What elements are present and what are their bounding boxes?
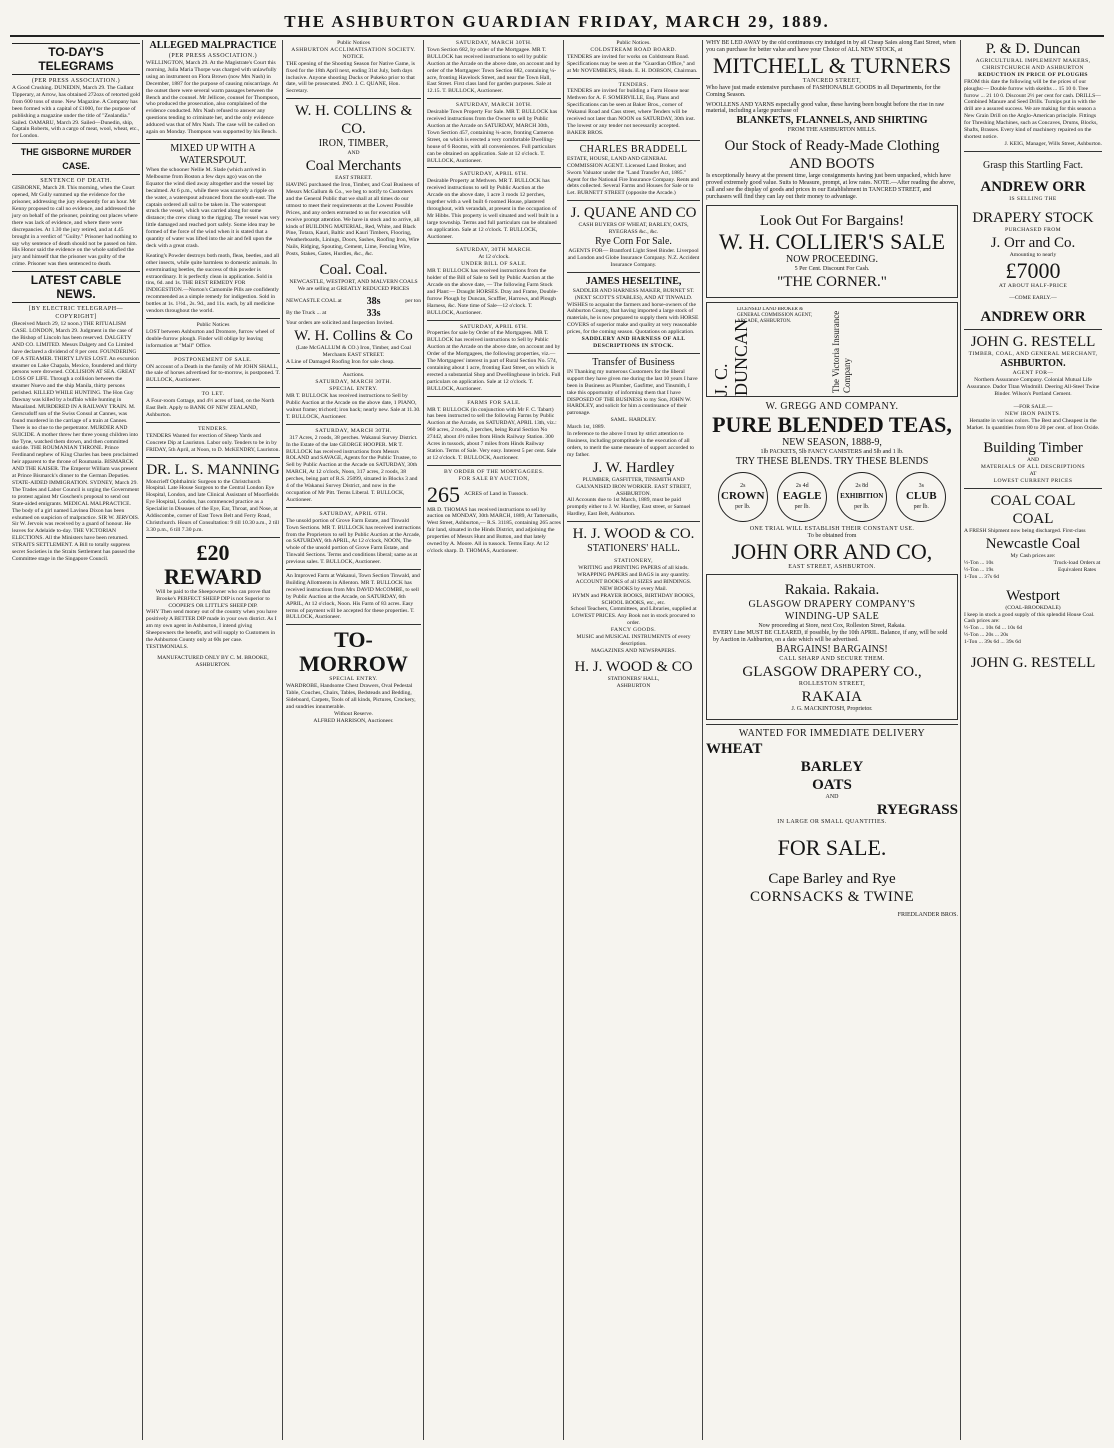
advert-heading: DRAPERY STOCK — [972, 209, 1094, 226]
advert-heading: W. GREGG AND COMPANY. — [765, 400, 899, 412]
advert-heading: ANDREW ORR — [980, 309, 1086, 326]
advert-heading: BARLEY — [800, 758, 864, 775]
advert-heading: Westport — [1006, 587, 1060, 604]
notice-text: A Four-room Cottage, and 4½ acres of land, on the North East Belt. Apply to BANK OF NEW ZEALAND, Ashburton. — [146, 398, 275, 418]
advert-heading: JOHN ORR AND CO, — [731, 538, 933, 564]
divider — [706, 724, 958, 725]
advert-text: CALL SHARP AND SECURE THEM. — [779, 656, 885, 663]
auction-text: Desirable Town Property For Sale. MR T. BULLOCK has received instructions from the Owner to sell by Public Auction at the Arcade on SATURDAY, MARCH 30th, Town Section 457, containing ¼-acre, fronting Cameron Street, on which is erected a very comfortable Dwelling-house of 6 Rooms, with all conveniences. Full particulars can be obtained on application. Sale at 12 o'clock. T. BULLOCK, Auctioneer. — [427, 109, 558, 164]
advert-subheading: TRY THESE BLENDS. TRY THESE BLENDS — [735, 455, 929, 467]
advert-heading: J. C. DUNCAN — [711, 318, 751, 396]
advert-heading: W. H. COLLIER'S SALE — [718, 228, 946, 254]
price-row: 1-Ton ... 39s 6d ... 39s 6d — [964, 639, 1021, 646]
advert-text: AGENTS FOR— Brantford Light Steel Binder. Liverpool and London and Globe Insurance Company. N.Z. Accident Insurance Company. — [567, 248, 700, 268]
advert-text: NEW BOOKS by every Mail. — [599, 585, 668, 592]
notice-heading: POSTPONEMENT OF SALE. — [174, 356, 252, 363]
auction-subheading: SPECIAL ENTRY. — [329, 386, 378, 393]
advert-heading: Building Timber — [983, 440, 1083, 457]
advert-subheading: STATIONERS' HALL, — [607, 675, 660, 682]
divider — [427, 320, 561, 321]
notice-text: TENDERS are invited for building a Farm House near Methven for A. F. SOMERVILLE, Esq. Plans and Specifications can be seen at Baker Bros., corner of Wakanui Road and Cass street, where Tenders will be received not later than NOON on SATURDAY, 30th inst. The lowest or any tender not necessarily accepted. BAKER BROS. — [567, 88, 696, 136]
section-heading: LATEST CABLE NEWS. — [12, 271, 140, 303]
auction-subheading: 317 Acres, 2 roods, 38 perches. Wakanui Survey District. — [289, 434, 418, 441]
advert-heading: J. W. Hardley — [592, 459, 675, 476]
auction-date: SATURDAY, MARCH 30TH. — [455, 102, 533, 109]
advert-subheading: NEWCASTLE, WESTPORT, AND MALVERN COALS — [289, 279, 418, 286]
advert-subheading: (COAL-BROOKDALE) — [1005, 604, 1061, 611]
advert-subheading: ASHBURTON. — [1000, 358, 1066, 370]
advert-subheading: WINDING-UP SALE — [784, 611, 880, 623]
advert-heading: JOHN G. RESTELL — [970, 655, 1096, 672]
column-4 — [425, 40, 563, 1440]
advert-subheading: NEW IRON PAINTS. — [1005, 410, 1061, 417]
divider — [286, 368, 421, 369]
notice-subheading: NOTICE. — [342, 53, 365, 60]
advert-subheading: EAST STREET. — [335, 175, 372, 182]
advert-text: To be obtained from — [807, 532, 857, 539]
divider — [146, 139, 280, 140]
price-unit: per ton — [405, 298, 421, 305]
auction-heading: FARMS FOR SALE. — [467, 399, 521, 406]
section-subheading: SENTENCE OF DEATH. — [40, 178, 112, 185]
divider — [964, 151, 1102, 152]
advert-amount: £7000 — [1005, 257, 1061, 283]
divider — [286, 424, 421, 425]
column-2 — [144, 40, 282, 1440]
advert-subheading: CASH BUYERS OF WHEAT, BARLEY, OATS, RYEGRASS &c., &c. — [578, 222, 689, 236]
advert-heading: The Victoria Insurance Company — [831, 310, 852, 393]
auction-text: The unsold portion of Grove Farm Estate, and Tinwald Town Sections. MR T. BULLOCK has received instructions from the Proprietors to sell by Public Auction at the Arcade, on SATURDAY, 6th APRIL, At 12 o'clock, NOON, The whole of the unsold portion of Grove Farm Estate, and Tinwald Sections. Terms and conditions liberal; same as at previous sales. T. BULLOCK, Auctioneer. — [286, 517, 421, 566]
advert-signature: J. KEIG, Manager, Wills Street, Ashburton. — [1004, 140, 1102, 147]
advert-text: WHY Then send money out of the country when you have positively A BETTER DIP made in your own district. As I am my own agent in Ashburton, I intend giving Sheepowners the benefit, and will supply to Customers in the Ashburton County only at 60s per case. TESTIMONIALS. — [146, 609, 277, 650]
auction-text: MR T. BULLOCK has received instructions from the holder of the Bill of Sale to Sell by Public Auction at the Arcade on the above date, — The following Farm Stock and Plant:— Draught HORSES. Dray and Frame, Double-furrow Plough by Duncan, Scuffler, Harrows, and Plough Harness, &c. Note time of Sale—12 o'clock. T. BULLOCK, Auctioneer. — [427, 268, 558, 316]
advert-footer: MANUFACTURED ONLY BY C. M. BROOKE, ASHBURTON. — [157, 654, 269, 668]
notice-date: March 1st, 1889. — [567, 424, 605, 431]
advert-subheading: TANCRED STREET, — [802, 77, 862, 84]
section-subheading: [BY ELECTRIC TELEGRAPH—COPYRIGHT] — [28, 306, 124, 321]
advert-subheading: IS SELLING THE — [1009, 195, 1057, 202]
advert-heading: CORNSACKS & TWINE — [749, 888, 915, 905]
advert-text: Is exceptionally heavy at the present time, large consignments having just been unpacked, which have proved extremely good value. Suits to Measure, prompt, at low rates. NOTE.—After reading the above, call and see the display of goods and prices in our Establishment in TANCRED STREET, and purchasers will find they can lay out their money to advantage. — [706, 173, 956, 200]
advert-heading: W. H. COLLINS & CO. — [294, 103, 413, 138]
advert-subheading: AT ABOUT HALF-PRICE — [998, 282, 1068, 289]
advert-heading: FOR SALE. — [777, 834, 887, 860]
notice-text: ON account of a Death in the family of Mr JOHN SHALL, the sale of horses advertised for to-morrow, is postponed. T. BULLOCK, Auctioneer. — [146, 363, 280, 384]
advert-heading: GLASGOW DRAPERY CO., — [742, 664, 922, 681]
divider — [146, 387, 280, 388]
advert-text: In reference to the above I trust by strict attention to Business, including promptitude in the execution of all orders, to merit the same measure of support accorded to my father. — [567, 431, 695, 458]
divider — [427, 465, 561, 466]
column-rule — [282, 40, 283, 1440]
auction-subheading: UNDER BILL OF SALE. — [461, 261, 527, 268]
advert-text: HYMN and PRAYER BOOKS, BIRTHDAY BOOKS, SCHOOL BOOKS, etc., etc. — [572, 592, 695, 606]
advert-subheading: ASHBURTON — [616, 682, 651, 689]
advert-text: WOOLLENS AND YARNS especially good value, these having been bought before the rise in raw material, including a large purchase of — [706, 101, 945, 115]
advert-text: WRAPPING PAPERS and BAGS in any quantity. — [577, 571, 690, 578]
advert-text: A FRESH Shipment now being discharged. First-class — [964, 528, 1086, 535]
advert-heading: OATS — [812, 776, 852, 793]
advert-text: I keep in stock a good supply of this splendid House Coal. Cash prices are: — [964, 611, 1095, 625]
advert-subheading: My Cash prices are: — [1010, 553, 1056, 559]
auction-date: SATURDAY, APRIL 6TH. — [459, 171, 529, 178]
advert-subheading: AGENT FOR— — [1012, 370, 1054, 377]
price-note: Truck-load Orders at Equivalent Rates — [1053, 559, 1101, 573]
advert-heading: RAKAIA — [801, 688, 863, 705]
advert-heading: P. & D. Duncan — [985, 41, 1081, 57]
price-list — [964, 560, 1048, 581]
price-value: 33s — [366, 307, 381, 319]
section-label: Public Notices. — [616, 40, 651, 46]
advert-subheading: IN LARGE OR SMALL QUANTITIES. — [777, 818, 887, 825]
divider — [567, 521, 700, 522]
notice-text: TENDERS Wanted for erection of Sheep Yards and Concrete Dip at Lauriston. Labor only. Tenders to be in by FRIDAY, 5th April, at Noon, to D. McKENDRY, Lauriston. — [146, 432, 280, 453]
advert-text: Hematite in various colors. The Best and Cheapest in the Market. In quantities from 80 to 20 per cent. of Iron Oxide. — [966, 417, 1100, 431]
advert-heading: J. Orr and Co. — [990, 234, 1076, 251]
masthead-rule — [10, 35, 1104, 37]
advert-subheading: NEW SEASON, 1888-9, — [782, 436, 882, 448]
advert-text: WISHES to acquaint the farmers and horse-owners of the Ashburton County, that having imported a large stock of materials, he is now prepared to supply them with HORSE COVERS of superior make and quality at very reasonable prices, for the coming season. Quotations on application. — [567, 301, 699, 336]
advert-text: WRITING and PRINTING PAPERS of all kinds. — [578, 565, 689, 572]
advert-box — [706, 574, 958, 719]
advert-subheading: —FOR SALE.— — [1013, 403, 1053, 410]
article-text: WELLINGTON, March 29. At the Magistrate's Court this morning, Julia Maria Thorpe was charged with unlawfully using an instrument on Flora Brown (now Mrs Nash) in December, 1887 for the purpose of causing miscarriage. At the outset there were several warm passages between the Bench and the counsel. Mr Jellicoe, counsel for Thompson, who produced the prosecution, also complained of the evidence conducted. Mrs Nash refused to answer any questions tending to criminate her, and the only evidence adduced was that of Mrs Nash. The case will be called on again on Monday. Thompson was supported by his Bench. — [146, 60, 280, 136]
advert-text: 5 Per Cent. Discount For Cash. — [794, 265, 870, 272]
auction-text: In the Estate of the late GEORGE HOOPER. MR T. BULLOCK has received instructions from Messrs ROLAND and SAVAGE, Agents for the Public Trustee, to Sell by Public Auction at the Arcade on SATURDAY, 30th MARCH, At 12 o'clock, Noon, 317 acres, 2 roods, 38 perches, being part of R.S. 25099, situated in Blocks 3 and 4 of the Wakanui Survey District, and now in the occupation of Mr Pitt. Terms Liberal. T. BULLOCK, Auctioneer. — [286, 441, 418, 503]
notice-heading: TENDERS. — [198, 425, 228, 432]
price-row: ½-Ton ... 10s — [964, 559, 994, 566]
advert-heading: ANDREW ORR — [980, 178, 1086, 195]
advert-subheading: AT — [1029, 471, 1037, 478]
section-label: Public Notices — [196, 322, 230, 328]
advert-text: EVERY Line MUST BE CLEARED, if possible, by the 10th APRIL. Balance, if any, will be sold by Auction in Ashburton, on a date which will be advertised. — [713, 630, 948, 644]
advert-heading: DR. L. S. MANNING — [146, 461, 280, 478]
price-row: 1-Ton ... 37s 6d — [964, 573, 1000, 580]
advert-subheading: PURCHASED FROM — [1004, 226, 1062, 233]
advert-text: HAVING purchased the Iron, Timber, and Coal Business of Messrs McGallum & Co., we beg to notify to Customers and the General Public that we shall at all times do our utmost to meet their requirements at the Lowest Possible Prices, and any orders entrusted to us for execution will receive prompt attention. We have in stock and to arrive, all kinds of BUILDING MATERIAL, Red, White, and Black Pine, Totara, Kauri, Baltic and Kauri Timbers, Flooring, Weatherboards, Linings, Doors, Sashes, Roofing Iron, Wire Nails, Ridging, Spouting, Cement, Lime, Fencing Wire, Posts, Stakes, Gates, Hurdles, &c., &c. — [286, 182, 420, 258]
advert-heading: RYEGRASS — [876, 801, 958, 818]
divider — [286, 624, 421, 625]
auction-date: SATURDAY, 30TH MARCH. — [455, 247, 533, 254]
price-table — [964, 560, 1102, 581]
auction-subheading: SPECIAL ENTRY. — [329, 676, 378, 683]
tea-price-badge: 2s CROWN per lb. — [718, 472, 768, 522]
acreage-text: ACRES of Land in Tussock. — [464, 491, 528, 498]
advert-subheading: BARGAINS! BARGAINS! — [776, 644, 888, 656]
advert-heading: Coal Merchants — [305, 158, 402, 175]
advert-heading: Look Out For Bargains! — [759, 212, 905, 229]
advert-text: LICENSED LAND BROKER & GENERAL COMMISSION AGENT, ARCADE, ASHBURTON. — [737, 306, 813, 324]
divider — [286, 569, 421, 570]
divider — [567, 272, 700, 273]
advert-heading: "THE CORNER." — [777, 273, 887, 290]
price-row: ½-Ton ... 19s — [964, 566, 994, 573]
advert-subheading: REDUCTION IN PRICE OF PLOUGHS — [978, 71, 1088, 78]
divider — [427, 396, 561, 397]
auction-time: At 12 o'clock. — [478, 254, 510, 261]
auction-note: Without Reserve. — [334, 710, 373, 717]
column-7 — [962, 40, 1104, 1440]
advert-subheading: SADDLER AND HARNESS MAKER, BURNET ST. (NEXT SCOTT'S STABLES), AND AT TINWALD. — [572, 287, 695, 301]
rotated-advert-block — [706, 302, 958, 397]
column-3 — [284, 40, 423, 1440]
advert-heading: Our Stock of Ready-Made Clothing — [724, 138, 940, 155]
auction-date: SATURDAY, MARCH 30TH. — [315, 379, 392, 386]
price-label: By the Truck ... at — [286, 310, 327, 317]
advert-text: Who have just made extensive purchases of FASHIONABLE GOODS in all Departments, for the Coming Season. — [706, 84, 941, 98]
acreage-row — [427, 483, 561, 507]
divider — [286, 98, 421, 99]
advert-heading: MITCHELL & TURNERS — [712, 52, 952, 78]
advert-subheading: STATIONERS' HALL. — [587, 543, 680, 555]
section-subheading: (PER PRESS ASSOCIATION.) — [31, 78, 121, 84]
divider — [567, 353, 700, 354]
advert-heading: COAL COAL — [990, 493, 1076, 510]
masthead-title: THE ASHBURTON GUARDIAN FRIDAY, MARCH 29, 1889. — [284, 12, 830, 31]
advert-text: ONE TRIAL WILL ESTABLISH THEIR CONSTANT USE. — [749, 525, 915, 532]
advert-heading: PURE BLENDED TEAS, — [712, 411, 952, 437]
divider — [964, 488, 1102, 489]
divider — [146, 353, 280, 354]
advert-heading: AND BOOTS — [789, 156, 875, 173]
auction-text: Desirable Property at Methven. MR T. BULLOCK has received instructions to sell by Public Auction at the Arcade on the above date, 1 acre 3 roods 12 perches, together with a well built 6 roomed House, plastered throughout, with verandah, at present in the occupation of Mr Hibbs. This property is well situated and well built in a large township. Terms and full particulars can be obtained on application. Sale at 12 o'clock. T. BULLOCK, Auctioneer. — [427, 178, 559, 240]
advert-heading: Grasp this Startling Fact. — [983, 159, 1083, 171]
divider — [427, 167, 561, 168]
divider — [427, 98, 561, 99]
advert-subheading: Amounting to nearly — [1009, 251, 1057, 258]
notice-heading: COLDSTREAM ROAD BOARD. — [590, 46, 677, 53]
advert-subheading: —COME EARLY.— — [1009, 295, 1057, 302]
section-label: Auctions. — [342, 372, 365, 379]
auction-date: SATURDAY, APRIL 6TH. — [319, 510, 388, 517]
auction-text: An Improved Farm at Wakanui, Town Section Tinwald, and Building Allotments in Allenton. MR T. BULLOCK has received instructions from Mrs DAVID McCOMBE, to sell by Public Auction at the Arcade, on SATURDAY, 6th APRIL, At 12 o'clock, Noon. His Farm of 83 acres. Easy terms of payment will be accepted for these properties. T. BULLOCK, Auctioneer. — [286, 573, 420, 621]
column-6 — [704, 40, 960, 1440]
divider — [567, 140, 700, 141]
advert-text: All Accounts due to 1st March, 1889, must be paid promptly either to J. W. Hardley, East street, or Samuel Hardley, East Belt, Ashburton. — [567, 497, 691, 518]
divider — [146, 318, 280, 319]
advert-text: Will be paid to the Sheepowner who can prove that Brooke's PERFECT SHEEP DIP is not Superior to COOPER'S OR LITTLE'S SHEEP DIP. — [155, 588, 271, 609]
notice-text: LOST between Ashburton and Dromore, furrow wheel of double-furrow plough. Finder will oblige by leaving information at "Mail" Office. — [146, 328, 275, 349]
column-rule — [960, 40, 961, 1440]
auction-text: MR T. BULLOCK has received instructions to Sell by Public Auction at the Arcade on the above date, 1 PIANO, walnut frame; trichord; iron back; nearly new. Sale at 11.30. T. BULLOCK, Auctioneer. — [286, 393, 421, 420]
advert-subheading: MATERIALS OF ALL DESCRIPTIONS — [980, 464, 1086, 471]
advert-subheading: (Late McGALLUM & CO.) Iron, Timber, and Coal Merchants EAST STREET. — [295, 344, 412, 358]
advert-text: We are selling at GREATLY REDUCED PRICES — [297, 285, 410, 292]
auction-text: Properties for sale by Order of the Mortgagees. MR T. BULLOCK has received instructions to Sell by Public Auction at the Arcade on the above date, on account and by Order of the Mortgagees, the following properties, viz.— The Mortgagees' interest in part of Rural Section No. 574, containing about 1 acre, fronting East Street, on which is erected a substantial Shop and Dwellinghouse in brick. Full particulars on application. Sale at 12 o'clock. T. BULLOCK, Auctioneer. — [427, 330, 561, 392]
advert-heading: J. QUANE AND CO — [570, 205, 697, 222]
signature: SAML. HARDLEY. — [610, 417, 657, 424]
notice-heading: TO LET. — [201, 391, 225, 398]
advert-subheading: FROM THE ASHBURTON MILLS. — [787, 127, 877, 134]
acreage-number: 265 — [427, 481, 460, 507]
advert-heading: JOHN G. RESTELL — [970, 334, 1096, 351]
advert-footer: SADDLERY AND HARNESS OF ALL DESCRIPTIONS IN STOCK. — [581, 336, 686, 349]
auction-text: MR T. BULLOCK (in conjunction with Mr F. C. Tabart) has been instructed to sell the following Farms by Public Auction at the Arcade, on SATURDAY, APRIL 13th, viz.: 960 acres, 2 roods, 3 perches, being Rural Section No 27442, about 4½ miles from Hinds Railway Station. 300 Acres in tussock, about 7 miles from Hinds Railway Station. Terms of Sale. Very easy. Interest 5 per cent. Sale at 12 o'clock. T. BULLOCK, Auctioneer. — [427, 406, 557, 461]
advert-heading: Transfer of Business — [592, 356, 675, 368]
section-label: Public Notices — [337, 40, 370, 46]
advert-text: ACCOUNT BOOKS of all SIZES and BINDINGS. — [575, 578, 692, 585]
advert-subheading: WANTED FOR IMMEDIATE DELIVERY — [738, 727, 926, 739]
column-1 — [10, 40, 142, 1440]
tea-price-row — [706, 472, 958, 522]
auction-date: SATURDAY, MARCH 30TH. — [455, 40, 533, 46]
auction-text: Town Section 682, by order of the Mortgagee. MR T. BULLOCK has received instructions to sell by public Auction at the Arcade on the above date, on account and by order of the Mortgagee: Town Section 682, containing ¼-acre, fronting Havelock Street, and near the Town Hall, East Street. First class land for garden purposes. Sale at 12.15. T. BULLOCK, Auctioneer. — [427, 46, 561, 95]
column-rule — [563, 40, 564, 1440]
advert-text: Northern Assurance Company. Colonial Mutual Life Assurance. Dador Titan Windmill. Deering All-Steel Twine Binder. Wilson's Portland Cement. — [966, 377, 1100, 397]
article-text: (Received March 29, 12 noon.) THE RITUALISM CASE. LONDON, March 29. Judgment in the case of the Bishop of Lincoln has been reserved. DALGETY AND CO. LIMITED. Messrs Dalgety and Co Limited have declared a dividend of 8 per cent. FOUNDERING OF A STEAMER. THIRTY LIVES LOST. An excursion steamer on Lake Chapala, Mexico, foundered and thirty persons were drowned. COLLISION AT SEA. GREAT LOSS OF LIFE. Through a collision between the steamer Nuevo and the ship Manila, thirty persons perished. KILLED WHILE HUNTING. The Hon Guy Dawnay was killed by a buffalo while hunting in Masailand. MURDERED IN A RAILWAY TRAIN. M. Gerscudoff son of the Swiss Consul at Cannes, was found murdered in the carriage of a train at Cannes. There is no clue to the perpetrator. MURDER AND SUICIDE. A mother threw her three young children into the Tyne, watched them drown, and then committed suicide. THE ROUMANIAN THRONE. Prince Ferdinand nephew of King Charles has been proclaimed heir apparent to the throne of Roumania. BISMARCK AND THE KAISER. The Emperor William was present at Prince Bismarck's dinner to the German Deputies. STATE-AIDED IMMIGRATION. SYDNEY, March 29. The Trades and Labor Council is urging the Government to protest against Mr Goschen's proposal to send out State-aided emigrants. MEDICAL MALPRACTICE. The body of a girl named Lavinea Dixon has been exhumed on suspicion of malpractice. SIR W. JERVOIS. Sir W. Jervois was received by a guard of honour. He leaves for Adelaide to-day. THE VICTORIAN ELECTIONS. All the Ministers have been returned. STRAITS SETTLEMENT. A Bill to totally suppress secret Societies in the Straits Settlement has passed the Committee stage in the Singapore Council. — [12, 321, 140, 562]
auction-date: SATURDAY, MARCH 30TH. — [315, 427, 392, 434]
advert-heading: Newcastle Coal — [985, 536, 1081, 552]
tea-price-badge: 2s 4d EAGLE per lb. — [777, 472, 827, 522]
advert-text: J. G. MACKINTOSH, Proprietor. — [791, 705, 873, 712]
price-value: 38s — [366, 295, 381, 307]
advert-text: ESTATE, HOUSE, LAND AND GENERAL COMMISSION AGENT. Licensed Land Broker, and Sworn Valuator under the "Land Transfer Act, 1885." Agent for the National Fire Insurance Company. Rents and debts collected. Several Farms and Houses for Sale or to Let. BURNETT STREET (opposite the Arcade.) — [567, 155, 699, 197]
advert-subheading: GLASGOW DRAPERY COMPANY'S — [748, 599, 916, 611]
article-text: GISBORNE, March 28. This morning, when the Court opened, Mr Gully summed up the evidence for the prisoner, addressing the jury eloquently for an hour. Mr Kenny proposed to call no evidence, and addressed the jury on behalf of the prisoner, pointing out places where there was lack of evidence, and where there were discrepancies. At 1.30 the jury retired, and at 4.45 brought in a verdict of "Guilty." Prisoner had nothing to say why sentence of death should not be passed on him. His Honor said the evidence on the whole satisfied the jury and himself that the prisoner was guilty of the crime. Prisoner was then sentenced to death. — [12, 185, 138, 268]
advert-subheading: FANCY GOODS. — [610, 627, 657, 634]
advert-heading: H. J. WOOD & CO — [574, 658, 693, 675]
advert-heading: JAMES HESELTINE, — [585, 275, 682, 287]
divider — [286, 507, 421, 508]
section-heading: THE GISBORNE MURDER CASE. — [12, 143, 140, 175]
advert-heading: Rakaia. Rakaia. — [784, 582, 880, 599]
auction-heading: BY ORDER OF THE MORTGAGEES. — [443, 468, 545, 475]
divider — [146, 422, 280, 423]
advert-text: Your orders are solicited and Inspection Invited. — [286, 319, 394, 326]
advert-heading: H. J. WOOD & CO. — [572, 526, 695, 543]
price-label: NEWCASTLE COAL at — [286, 298, 342, 305]
advert-subheading: AGRICULTURAL IMPLEMENT MAKERS, CHRISTCHURCH AND ASHBURTON — [975, 58, 1091, 71]
advert-text: IN Thanking my numerous Customers for the liberal support they have given me during the last 10 years I have been in Business as Plumber, Gasfitter, and Tinsmith, I take this opportunity of informing them that I have DISPOSED OF THE BUSINESS to my Son, JOHN W. HARDLEY, and solicit for him a continuance of their patronage. — [567, 368, 698, 417]
divider — [146, 537, 280, 538]
tea-price-badge: 3s CLUB per lb. — [896, 472, 946, 522]
advert-text: Moncrieff Ophthalmic Surgeon to the Christchurch Hospital. Late House Surgeon to the Central London Eye Hospital, London, and late Clinical Assistant of Moorfields Eye Hospital, London, has commenced practice as a Specialist in Diseases of the Eye, Ear, Throat, and Nose, at Addiscombe, corner of East Town Belt and Ferry Road, Christchurch. Hours of Consultation: 9 till 10.30 a.m., 2 till 3.30 p.m., 6 till 7.30 p.m. — [146, 478, 279, 533]
advert-heading: WHEAT — [706, 740, 763, 757]
advert-heading: £20 REWARD — [164, 539, 262, 589]
article-text: Keating's Powder destroys both moth, fleas, beetles, and all other insects, while quite harmless to domestic animals. In exterminating beetles, the success of this powder is extraordinary. It is perfectly clean in application. Sold in tins, 6d. and 1s. THE BEST REMEDY FOR INDIGESTION.—Norton's Camomile Pills are confidently recommended as a simple remedy for indigestion. Sold in bottles at 1s. 1½d., 2s. 9d., and 11s. each, by all medicine vendors throughout the world. — [146, 252, 280, 315]
advert-heading: CHARLES BRADDELL — [579, 143, 688, 155]
advert-text: FROM this date the following will be the prices of our ploughs:— Double furrow with skeiths ... 15 10 0. Tree furrow ... 21 10 0. Discount 2½ per cent for cash. DRILLS—Combined Manure and Seed Drills. Turnips put in with the drill are a assured success. We are making for this season a New Grain Drill on the Anglo-American principle. Fittings for Threshing Machines, such as Concaves, Drums, Blocks, Shafts, Brasses. Every kind of machinery repaired on the shortest notice. — [964, 78, 1101, 140]
advert-heading: COAL — [1012, 511, 1054, 528]
advert-text: School Teachers, Committees, and Libraries, supplied at LOWEST PRICES. Any Book not in stock procured to order. — [570, 606, 697, 627]
divider — [146, 457, 280, 458]
advert-subheading: PLUMBER, GASFITTER, TINSMITH AND GALVANISED IRON WORKER. EAST STREET, ASHBURTON. — [576, 476, 691, 497]
article-heading: MIXED UP WITH A WATERSPOUT. — [170, 142, 256, 166]
auction-date: SATURDAY, APRIL 6TH. — [459, 323, 529, 330]
advert-heading: BLANKETS, FLANNELS, AND SHIRTING — [736, 115, 928, 127]
advert-text: MUSIC and MUSICAL INSTRUMENTS of every description. — [576, 634, 691, 647]
advert-heading: Coal. Coal. — [319, 262, 388, 279]
advert-heading: W. H. Collins & Co — [294, 327, 413, 344]
advert-subheading: AND — [347, 150, 360, 157]
notice-text: TENDERS are invited for works on Coldstream Road. Specifications may be seen at the "Guardian Office," and at Mr NOVEMBER'S, Hinds. E. H. DOBSON, Chairman. — [567, 53, 698, 74]
notice-heading: ASHBURTON ACCLIMATISATION SOCIETY. — [291, 46, 416, 53]
article-text: A Good Crushing. DUNEDIN, March 29. The Gallant Tipperary, at Arrow, has obtained 272ozs of retorted gold from 600 tons of stone. New Magazine. A Company has been formed with a capital of £1000, for the purpose of publishing a magazine under the title of "Zealandia." Sailed. OAMARU, March 29. Sailed—Dunedin, ship, Captain Roberts, with a cargo of meat, wool, wheat, etc., for London. — [12, 85, 141, 140]
coal-price-row — [286, 308, 421, 320]
section-heading: TO-DAY'S TELEGRAMS — [12, 43, 140, 75]
advert-subheading: NOW PROCEEDING. — [785, 253, 879, 265]
article-heading: ALLEGED MALPRACTICE — [149, 40, 277, 51]
advert-text: Now proceeding at Store, next Cox, Rolleston Street, Rakaia. — [758, 623, 906, 630]
advert-text: WHY BE LED AWAY by the old continuous cry indulged in by all Cheap Sales along East Street, when you can purchase for better value and have your Choice of ALL NEW STOCK, at — [706, 40, 956, 53]
notice-text: THE opening of the Shooting Season for Native Game, is fixed for the 18th April next, ending 31st July, both days inclusive. Anyone shooting Ducks or Pukeko prior to that date, will be prosecuted. JNO. J. C. QUANE, Hon. Secretary. — [286, 60, 415, 95]
price-row: ½-Ton ... 10s 6d ... 10s 6d — [964, 625, 1023, 632]
advert-subheading: AND — [825, 793, 839, 800]
divider — [567, 78, 700, 79]
divider — [567, 200, 700, 201]
advert-box — [706, 205, 958, 298]
column-5 — [565, 40, 702, 1440]
article-subheading: (PER PRESS ASSOCIATION.) — [168, 53, 258, 59]
advert-text: MAGAZINES AND NEWSPAPERS. — [591, 647, 676, 654]
tea-price-badge: 2s 8d EXHIBITION per lb. — [837, 472, 887, 522]
notice-heading: TENDERS. — [618, 81, 649, 88]
divider — [427, 243, 561, 244]
auctioneer-name: ALFRED HARRISON, Auctioneer. — [313, 717, 394, 724]
coal-price-row — [286, 296, 421, 308]
advert-subheading: TIMBER, COAL, AND GENERAL MERCHANT, — [968, 351, 1098, 358]
advert-subheading: AND — [1026, 457, 1040, 464]
advert-signature: FRIEDLANDER BROS. — [897, 911, 958, 918]
column-rule — [142, 40, 143, 1440]
column-rule — [423, 40, 424, 1440]
advert-subheading: IRON, TIMBER, — [318, 138, 389, 150]
advert-subheading: ROLLESTON STREET, — [798, 681, 866, 688]
divider — [964, 329, 1102, 330]
column-rule — [702, 40, 703, 1440]
advert-subheading: LOWEST CURRENT PRICES — [993, 478, 1073, 485]
auction-heading: TO-MORROW — [299, 627, 408, 677]
advert-heading: Cape Barley and Rye — [768, 870, 896, 887]
advert-subheading: STATIONERY, — [614, 558, 653, 565]
auction-text: MR D. THOMAS has received instructions to sell by auction on MONDAY, 30th MARCH, 1889, At Tattersalls, West Street, Ashburton,— R.S. 31185, containing 265 acres fair land, situated in the Hinds District, and adjoining the properties of Messrs Hunt and Button, and that lately owned by A. Moore. All in tussock. Terms Easy. At 12 o'clock sharp. D. THOMAS, Auctioneer. — [427, 506, 561, 554]
advert-text: 1lb PACKETS, 5lb FANCY CANISTERS and 5lb and 1 lb. — [760, 448, 904, 455]
article-text: When the schooner Nellie M. Slade (which arrived in Melbourne from Boston a few days ago) was on the Equator the wind died away altogether and the vessel lay becalmed. At 6 p.m., while there was scarcely a ripple on the water, a waterspout advanced from the south-east. The captain ordered all sail to be taken in. The waterspout struck the vessel, which was carried along for some distance; the crew clung to the rigging. The vessel was very little damaged and reached port safely. Some idea may be formed of the force of the wind when it is stated that a quantity of water was lifted into the air and fell upon the deck with a great crash. — [146, 166, 280, 249]
auction-subheading: FOR SALE BY AUCTION, — [458, 475, 530, 482]
price-row: ½-Ton ... 20s ... 20s — [964, 632, 1009, 639]
advert-heading: Rye Corn For Sale. — [595, 236, 672, 248]
advert-subheading: EAST STREET, ASHBURTON. — [788, 563, 876, 570]
auction-text: WARDROBE, Handsome Chest Drawers, Oval Pedestal Table, Couches, Chairs, Tables, Bedsteads and Bedding, Sideboard, Carpets, Tools of all kinds, Pictures, Crockery, and sundries innumerable. — [286, 683, 416, 710]
advert-text: A Line of Damaged Roofing Iron for sale cheap. — [286, 358, 395, 365]
